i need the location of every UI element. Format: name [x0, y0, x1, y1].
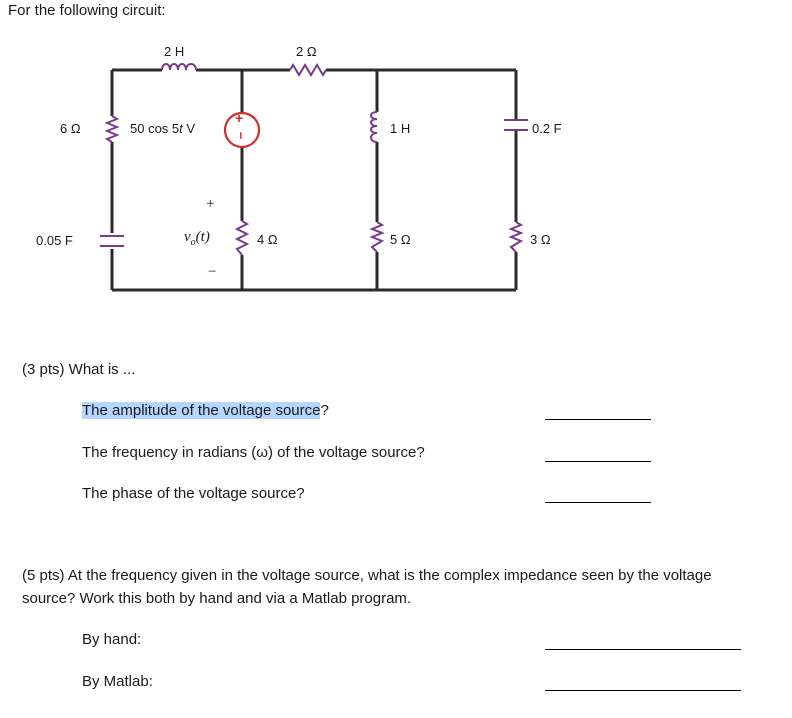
q1-header: (3 pts) What is ... — [22, 361, 136, 378]
q2-line2: source? Work this both by hand and via a Matlab program. — [22, 590, 412, 607]
answer-blank-by-hand — [545, 649, 741, 650]
circuit-wires — [112, 70, 516, 290]
resistor-3ohm — [511, 222, 521, 252]
q2-by-matlab-label: By Matlab: — [82, 673, 153, 690]
answer-blank-phase — [545, 502, 651, 503]
answer-blank-amplitude — [545, 419, 651, 420]
q1-amplitude-question: The amplitude of the voltage source? — [82, 402, 329, 419]
q2-by-hand-label: By hand: — [82, 631, 142, 648]
vo-minus-sign: − — [208, 264, 217, 280]
resistor-5ohm — [372, 222, 382, 252]
q1-frequency-question: The frequency in radians (ω) of the voltage source? — [82, 444, 425, 461]
label-inductor-1h: 1 H — [390, 121, 411, 136]
label-vo: $v_o(t)$ — [184, 229, 210, 248]
resistor-4ohm — [237, 221, 247, 255]
q1-phase-question: The phase of the voltage source? — [82, 485, 305, 502]
source-plus-sign: + — [235, 110, 244, 126]
vo-plus-sign: + — [206, 196, 215, 212]
resistor-2ohm — [290, 65, 326, 75]
capacitor-02f — [504, 120, 528, 130]
page-title: For the following circuit: — [8, 2, 166, 19]
q2-line1: (5 pts) At the frequency given in the voltage source, what is the complex impedance seen by the voltage — [22, 567, 712, 584]
label-resistor-3ohm: 3 Ω — [530, 232, 551, 247]
label-resistor-2ohm: 2 Ω — [296, 44, 317, 59]
circuit-diagram — [0, 0, 792, 340]
label-capacitor-02f: 0.2 F — [532, 121, 562, 136]
inductor-2h — [162, 64, 196, 70]
inductor-1h — [371, 112, 377, 142]
capacitor-005f — [100, 236, 124, 246]
resistor-6ohm — [107, 116, 117, 142]
label-source-value: 50 cos 5t V — [130, 121, 196, 136]
label-resistor-5ohm: 5 Ω — [390, 232, 411, 247]
source-minus-sign: − — [233, 131, 249, 140]
answer-blank-frequency — [545, 461, 651, 462]
selected-text-highlight: The amplitude of the voltage source — [82, 402, 321, 419]
answer-blank-by-matlab — [545, 690, 741, 691]
label-resistor-6ohm: 6 Ω — [60, 121, 81, 136]
label-inductor-2h: 2 H — [164, 44, 185, 59]
label-resistor-4ohm: 4 Ω — [257, 232, 278, 247]
label-capacitor-005f: 0.05 F — [36, 233, 73, 248]
